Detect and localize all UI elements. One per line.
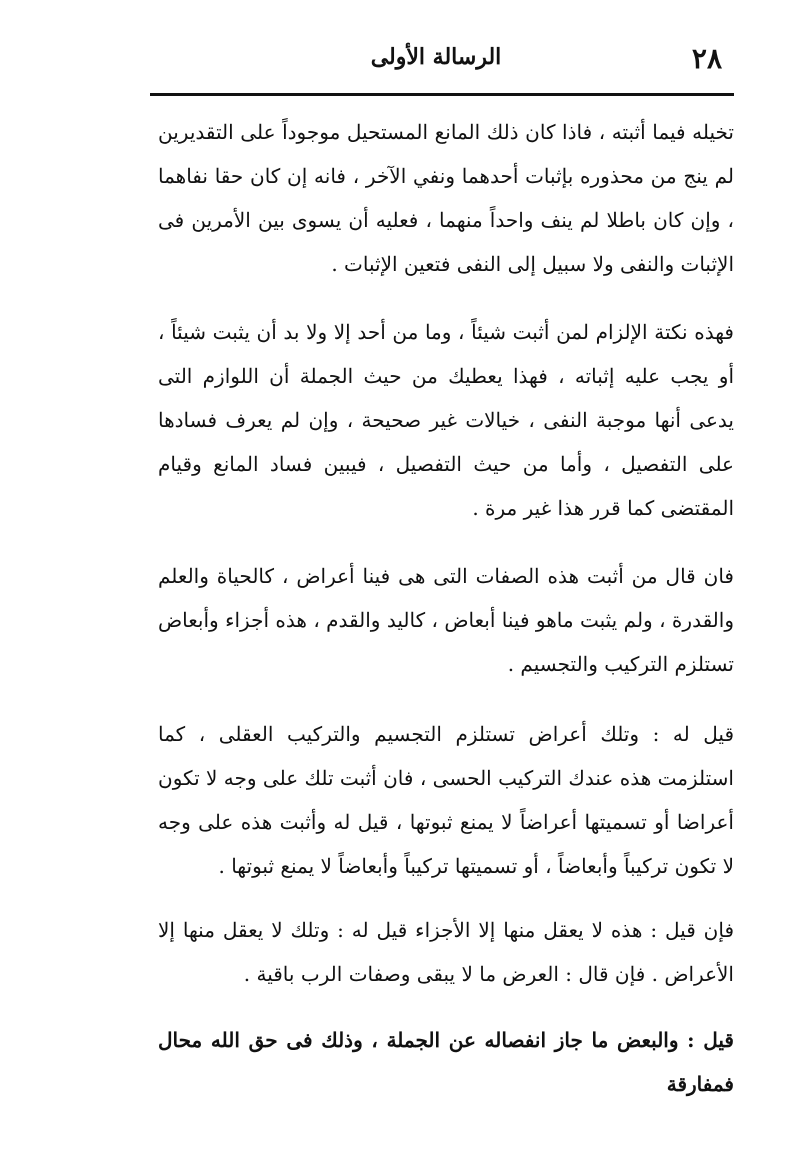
paragraph: تخيله فيما أثبته ، فاذا كان ذلك المانع المستحيل موجوداً على التقديرين لم ينج من محذوره بإثبات أحدهما ونفي الآخر ، فانه إن كان حقا نفاهما ، وإن كان باطلا لم ينف واحداً منهما ، فعليه أن يسوى بين الأمرين فى الإثبات والنفى ولا سبيل إلى النفى فتعين الإثبات .	[158, 120, 734, 276]
body-text	[158, 110, 734, 1106]
paragraph: قيل : والبعض ما جاز انفصاله عن الجملة ، وذلك فى حق الله محال فمفارقة	[158, 1028, 734, 1096]
paragraph: فان قال من أثبت هذه الصفات التى هى فينا أعراض ، كالحياة والعلم والقدرة ، ولم يثبت ماهو فينا أبعاض ، كاليد والقدم ، هذه أجزاء وأبعاض تستلزم التركيب والتجسيم .	[158, 564, 734, 676]
page-header	[150, 40, 722, 88]
paragraph: فهذه نكتة الإلزام لمن أثبت شيئاً ، وما من أحد إلا ولا بد أن يثبت شيئاً ، أو يجب عليه إثباته ، فهذا يعطيك من حيث الجملة أن اللوازم التى يدعى أنها موجبة النفى ، خيالات غير صحيحة ، وإن لم يعرف فسادها على التفصيل ، وأما من حيث التفصيل ، فيبين فساد المانع وقيام المقتضى كما قرر هذا غير مرة .	[158, 320, 734, 520]
paragraph: فإن قيل : هذه لا يعقل منها إلا الأجزاء قيل له : وتلك لا يعقل منها إلا الأعراض . فإن قال : العرض ما لا يبقى وصفات الرب باقية .	[158, 918, 734, 986]
running-title: الرسالة الأولى	[370, 44, 502, 70]
page-number: ٢٨	[691, 42, 722, 75]
paragraph: قيل له : وتلك أعراض تستلزم التجسيم والتركيب العقلى ، كما استلزمت هذه عندك التركيب الحسى ، فان أثبت تلك على وجه لا تكون أعراضا أو تسميتها أعراضاً لا يمنع ثبوتها ، قيل له وأثبت هذه على وجه لا تكون تركيباً وأبعاضاً ، أو تسميتها تركيباً وأبعاضاً لا يمنع ثبوتها .	[158, 722, 734, 878]
header-rule	[150, 93, 734, 96]
